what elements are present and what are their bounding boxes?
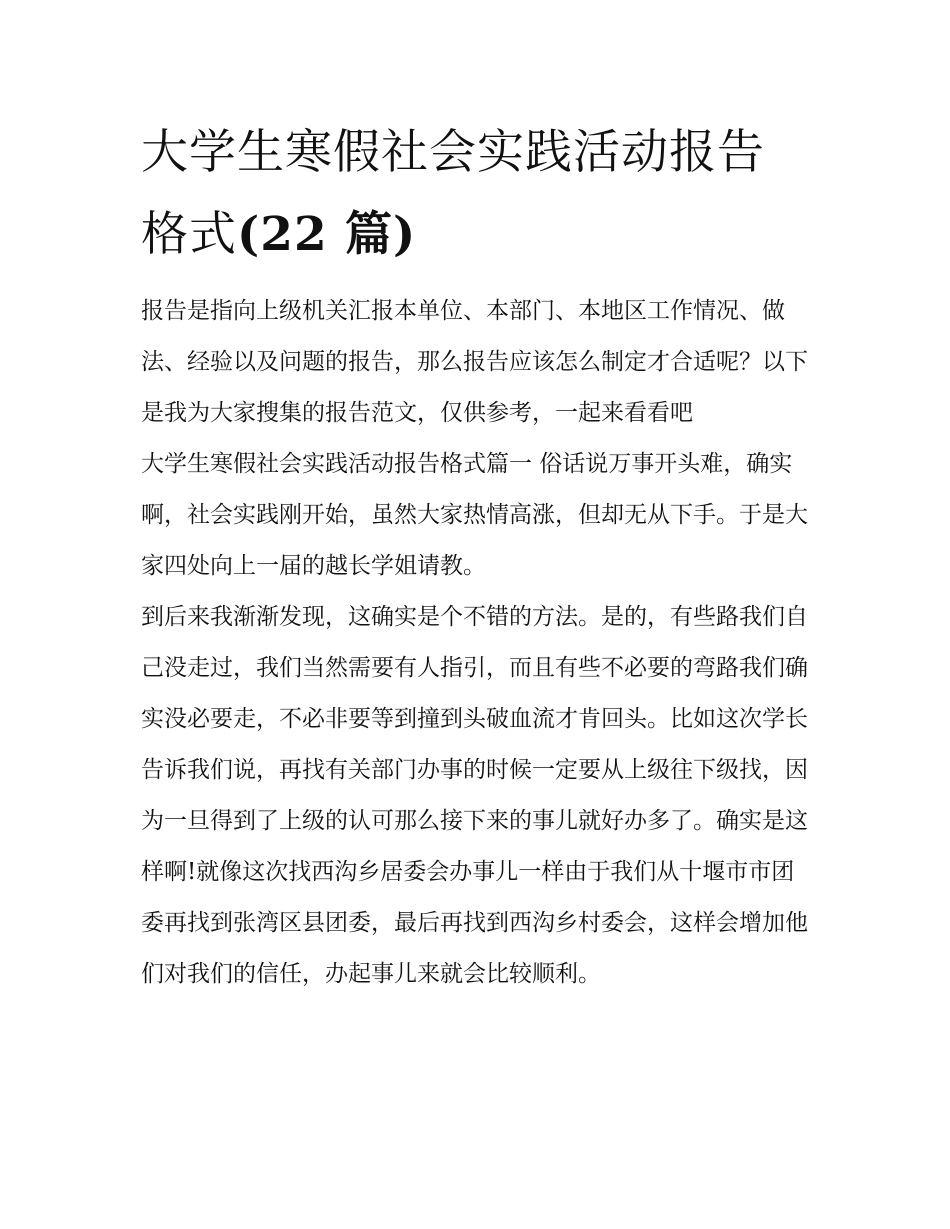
title-count: (22 篇)	[237, 207, 417, 262]
body-paragraph-2: 到后来我渐渐发现，这确实是个不错的方法。是的，有些路我们自己没走过，我们当然需要有人指引，而且有些不必要的弯路我们确实没必要走，不必非要等到撞到头破血流才肯回头。比如这次学长告诉我们说，再找有关部门办事的时候一定要从上级往下级找，因为一旦得到了上级的认可那么接下来的事儿就好办多了。确实是这样啊!就像这次找西沟乡居委会办事儿一样由于我们从十堰市市团委再找到张湾区县团委，最后再找到西沟乡村委会，这样会增加他们对我们的信任，办起事儿来就会比较顺利。	[141, 604, 808, 987]
title-line-1: 大学生寒假社会实践活动报告	[141, 125, 765, 180]
intro-paragraph: 报告是指向上级机关汇报本单位、本部门、本地区工作情况、做法、经验以及问题的报告，那么报告应该怎么制定才合适呢？以下是我为大家搜集的报告范文，仅供参考，一起来看看吧	[141, 298, 808, 426]
body-paragraph-1: 大学生寒假社会实践活动报告格式篇一 俗话说万事开头难，确实啊，社会实践刚开始，虽然大家热情高涨，但却无从下手。于是大家四处向上一届的越长学姐请教。	[141, 451, 808, 579]
title-line-2: 格式	[141, 207, 237, 262]
document-title	[141, 112, 813, 276]
document-page	[141, 112, 813, 1000]
